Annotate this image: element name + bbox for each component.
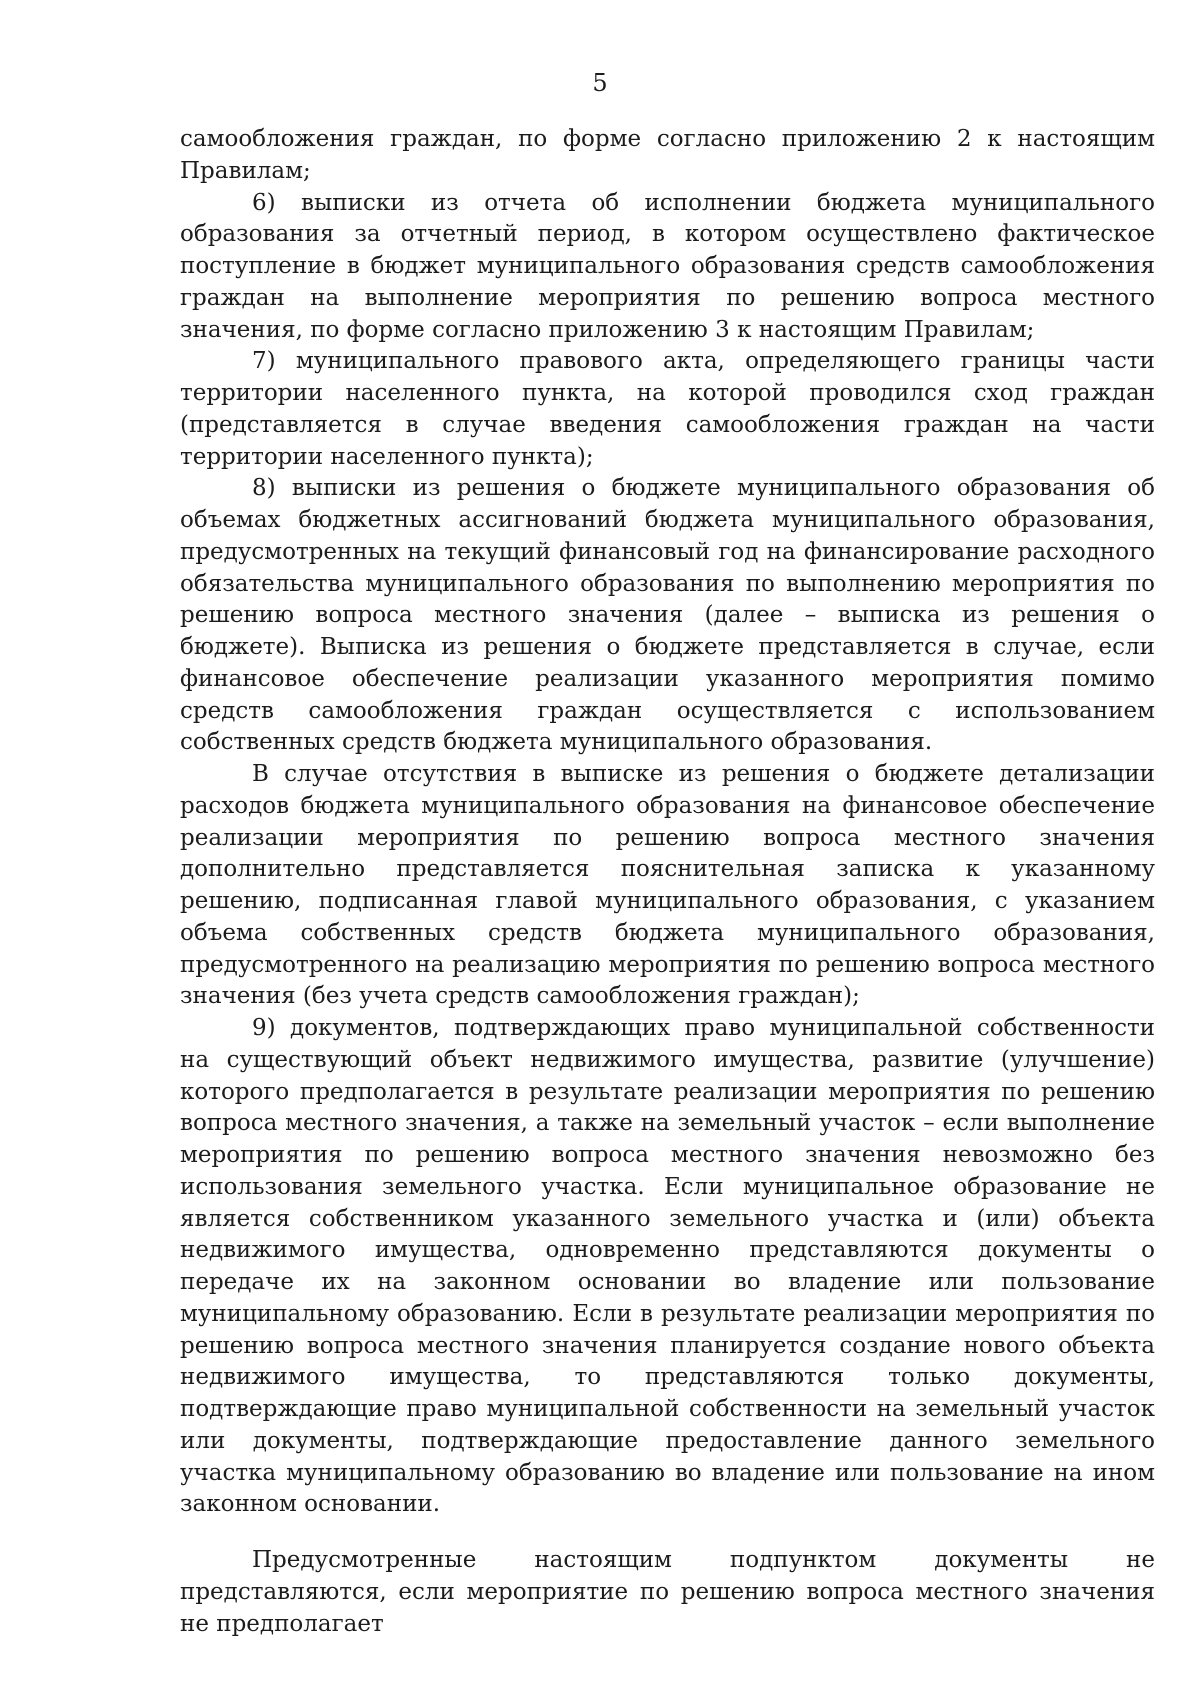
document-body [180,124,1155,1640]
paragraph-item-6: 6) выписки из отчета об исполнении бюджета муниципального образования за отчетный период, в котором осуществлено фактическое поступление в бюджет муниципального образования средств самообложения граждан на выполнение мероприятия по решению вопроса местного значения, по форме согласно приложению 3 к настоящим Правилам; [180,189,1155,343]
paragraph-item-8: 8) выписки из решения о бюджете муниципального образования об объемах бюджетных ассигнований бюджета муниципального образования, предусмотренных на текущий финансовый год на финансирование расходного обязательства муниципального образования по выполнению мероприятия по решению вопроса местного значения (далее – выписка из решения о бюджете). Выписка из решения о бюджете представляется в случае, если финансовое обеспечение реализации указанного мероприятия помимо средств самообложения граждан осуществляется с использованием собственных средств бюджета муниципального образования. [180,475,1155,756]
paragraph-item-9: 9) документов, подтверждающих право муниципальной собственности на существующий объект недвижимого имущества, развитие (улучшение) которого предполагается в результате реализации мероприятия по решению вопроса местного значения, а также на земельный участок – если выполнение мероприятия по решению вопроса местного значения невозможно без использования земельного участка. Если муниципальное образование не является собственником указанного земельного участка и (или) объекта недвижимого имущества, одновременно представляются документы о передаче их на законном основании во владение или пользование муниципальному образованию. Если в результате реализации мероприятия по решению вопроса местного значения планируется создание нового объекта недвижимого имущества, то представляются только документы, подтверждающие право муниципальной собственности на земельный участок или документы, подтверждающие предоставление данного земельного участка муниципальному образованию во владение или пользование на ином законном основании. [180,1015,1155,1518]
paragraph-exception: Предусмотренные настоящим подпунктом документы не представляются, если мероприятие по решению вопроса местного значения не предполагает [180,1547,1155,1637]
paragraph-continuation: самообложения граждан, по форме согласно приложению 2 к настоящим Правилам; [180,126,1155,184]
paragraph-item-8-note: В случае отсутствия в выписке из решения о бюджете детализации расходов бюджета муниципального образования на финансовое обеспечение реализации мероприятия по решению вопроса местного значения дополнительно представляется пояснительная записка к указанному решению, подписанная главой муниципального образования, с указанием объема собственных средств бюджета муниципального образования, предусмотренного на реализацию мероприятия по решению вопроса местного значения (без учета средств самообложения граждан); [180,761,1155,1010]
paragraph-item-7: 7) муниципального правового акта, определяющего границы части территории населенного пункта, на которой проводился сход граждан (представляется в случае введения самообложения граждан на части территории населенного пункта); [180,348,1155,470]
page-number: 5 [592,69,608,97]
